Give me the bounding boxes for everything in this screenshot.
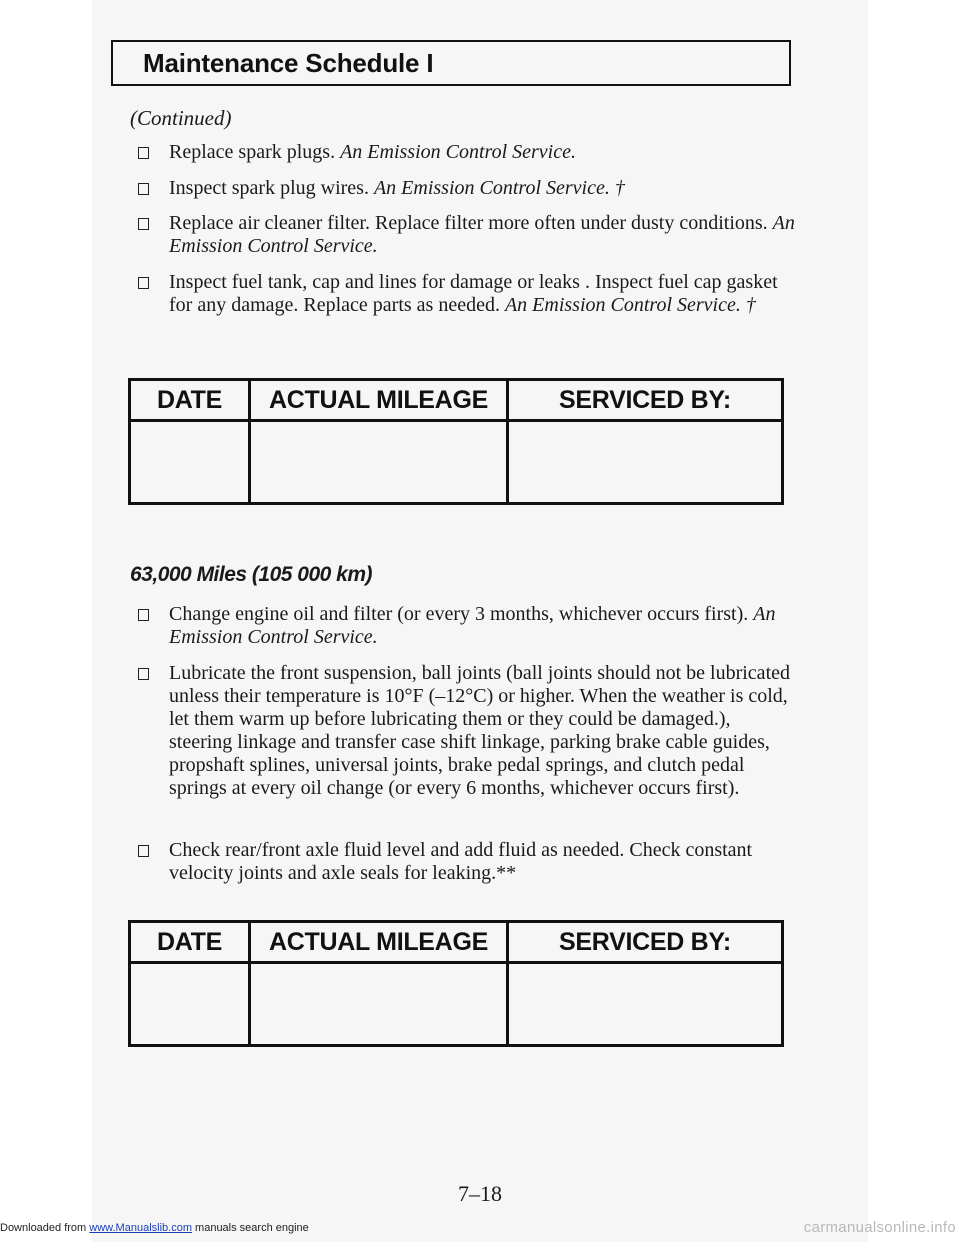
item-text: Lubricate the front suspension, ball joints (ball joints should not be lubricated unless their temperature is 10°F (–12°C) or higher. When the weather is cold, let them warm up before lubricating them or they could be damaged.), steering linkage and transfer case shift linkage, parking brake cable guides, propshaft splines, universal joints, brake pedal springs, and clutch pedal springs at every oil change (or every 6 months, whichever occurs first). (169, 662, 790, 799)
checklist-item (138, 662, 798, 800)
column-header-serviced-by: SERVICED BY: (508, 380, 783, 421)
checklist-item (138, 271, 798, 317)
item-text: Change engine oil and filter (or every 3 months, whichever occurs first). (169, 603, 754, 625)
item-text: Replace spark plugs. (169, 141, 341, 163)
item-note: An Emission Control Service. (169, 212, 795, 257)
checkbox (138, 218, 149, 230)
service-record-table (128, 378, 784, 505)
checklist-item (138, 839, 798, 885)
mileage-cell[interactable] (250, 963, 508, 1046)
checkbox (138, 609, 149, 621)
checkbox (138, 147, 149, 159)
page-title: Maintenance Schedule I (143, 48, 434, 78)
manualslib-link[interactable]: www.Manualslib.com (89, 1222, 192, 1234)
mileage-cell[interactable] (250, 421, 508, 504)
checkbox (138, 183, 149, 195)
footer-suffix: manuals search engine (191, 1222, 309, 1234)
item-note: An Emission Control Service. (169, 603, 776, 648)
date-cell[interactable] (130, 963, 250, 1046)
serviced-by-cell[interactable] (508, 963, 783, 1046)
item-note: An Emission Control Service. † (504, 294, 756, 316)
item-text: Inspect fuel tank, cap and lines for damage or leaks . Inspect fuel cap gasket for any damage. Replace parts as needed. (169, 271, 778, 316)
item-text: Check rear/front axle fluid level and add fluid as needed. Check constant velocity joints and axle seals for leaking.** (169, 839, 753, 884)
column-header-date: DATE (130, 922, 250, 963)
column-header-actual-mileage: ACTUAL MILEAGE (250, 922, 508, 963)
checklist-item (138, 603, 798, 649)
checkbox (138, 277, 149, 289)
checklist-item (138, 177, 798, 200)
service-record-table (128, 920, 784, 1047)
item-text: Inspect spark plug wires. (169, 177, 374, 199)
footer-prefix: Downloaded from (0, 1222, 90, 1234)
page-number: 7–18 (458, 1181, 502, 1206)
date-cell[interactable] (130, 421, 250, 504)
item-note: An Emission Control Service. (340, 141, 576, 163)
checklist-item (138, 212, 798, 258)
section-heading: 63,000 Miles (105 000 km) (130, 563, 373, 586)
checklist-item (138, 141, 798, 164)
continued-label: (Continued) (130, 106, 232, 130)
checkbox (138, 845, 149, 857)
column-header-date: DATE (130, 380, 250, 421)
serviced-by-cell[interactable] (508, 421, 783, 504)
item-note: An Emission Control Service. † (373, 177, 625, 199)
column-header-actual-mileage: ACTUAL MILEAGE (250, 380, 508, 421)
download-footer (0, 1222, 309, 1234)
column-header-serviced-by: SERVICED BY: (508, 922, 783, 963)
watermark: carmanualsonline.info (803, 1219, 956, 1236)
checkbox (138, 668, 149, 680)
item-text: Replace air cleaner filter. Replace filter more often under dusty conditions. (169, 212, 773, 234)
